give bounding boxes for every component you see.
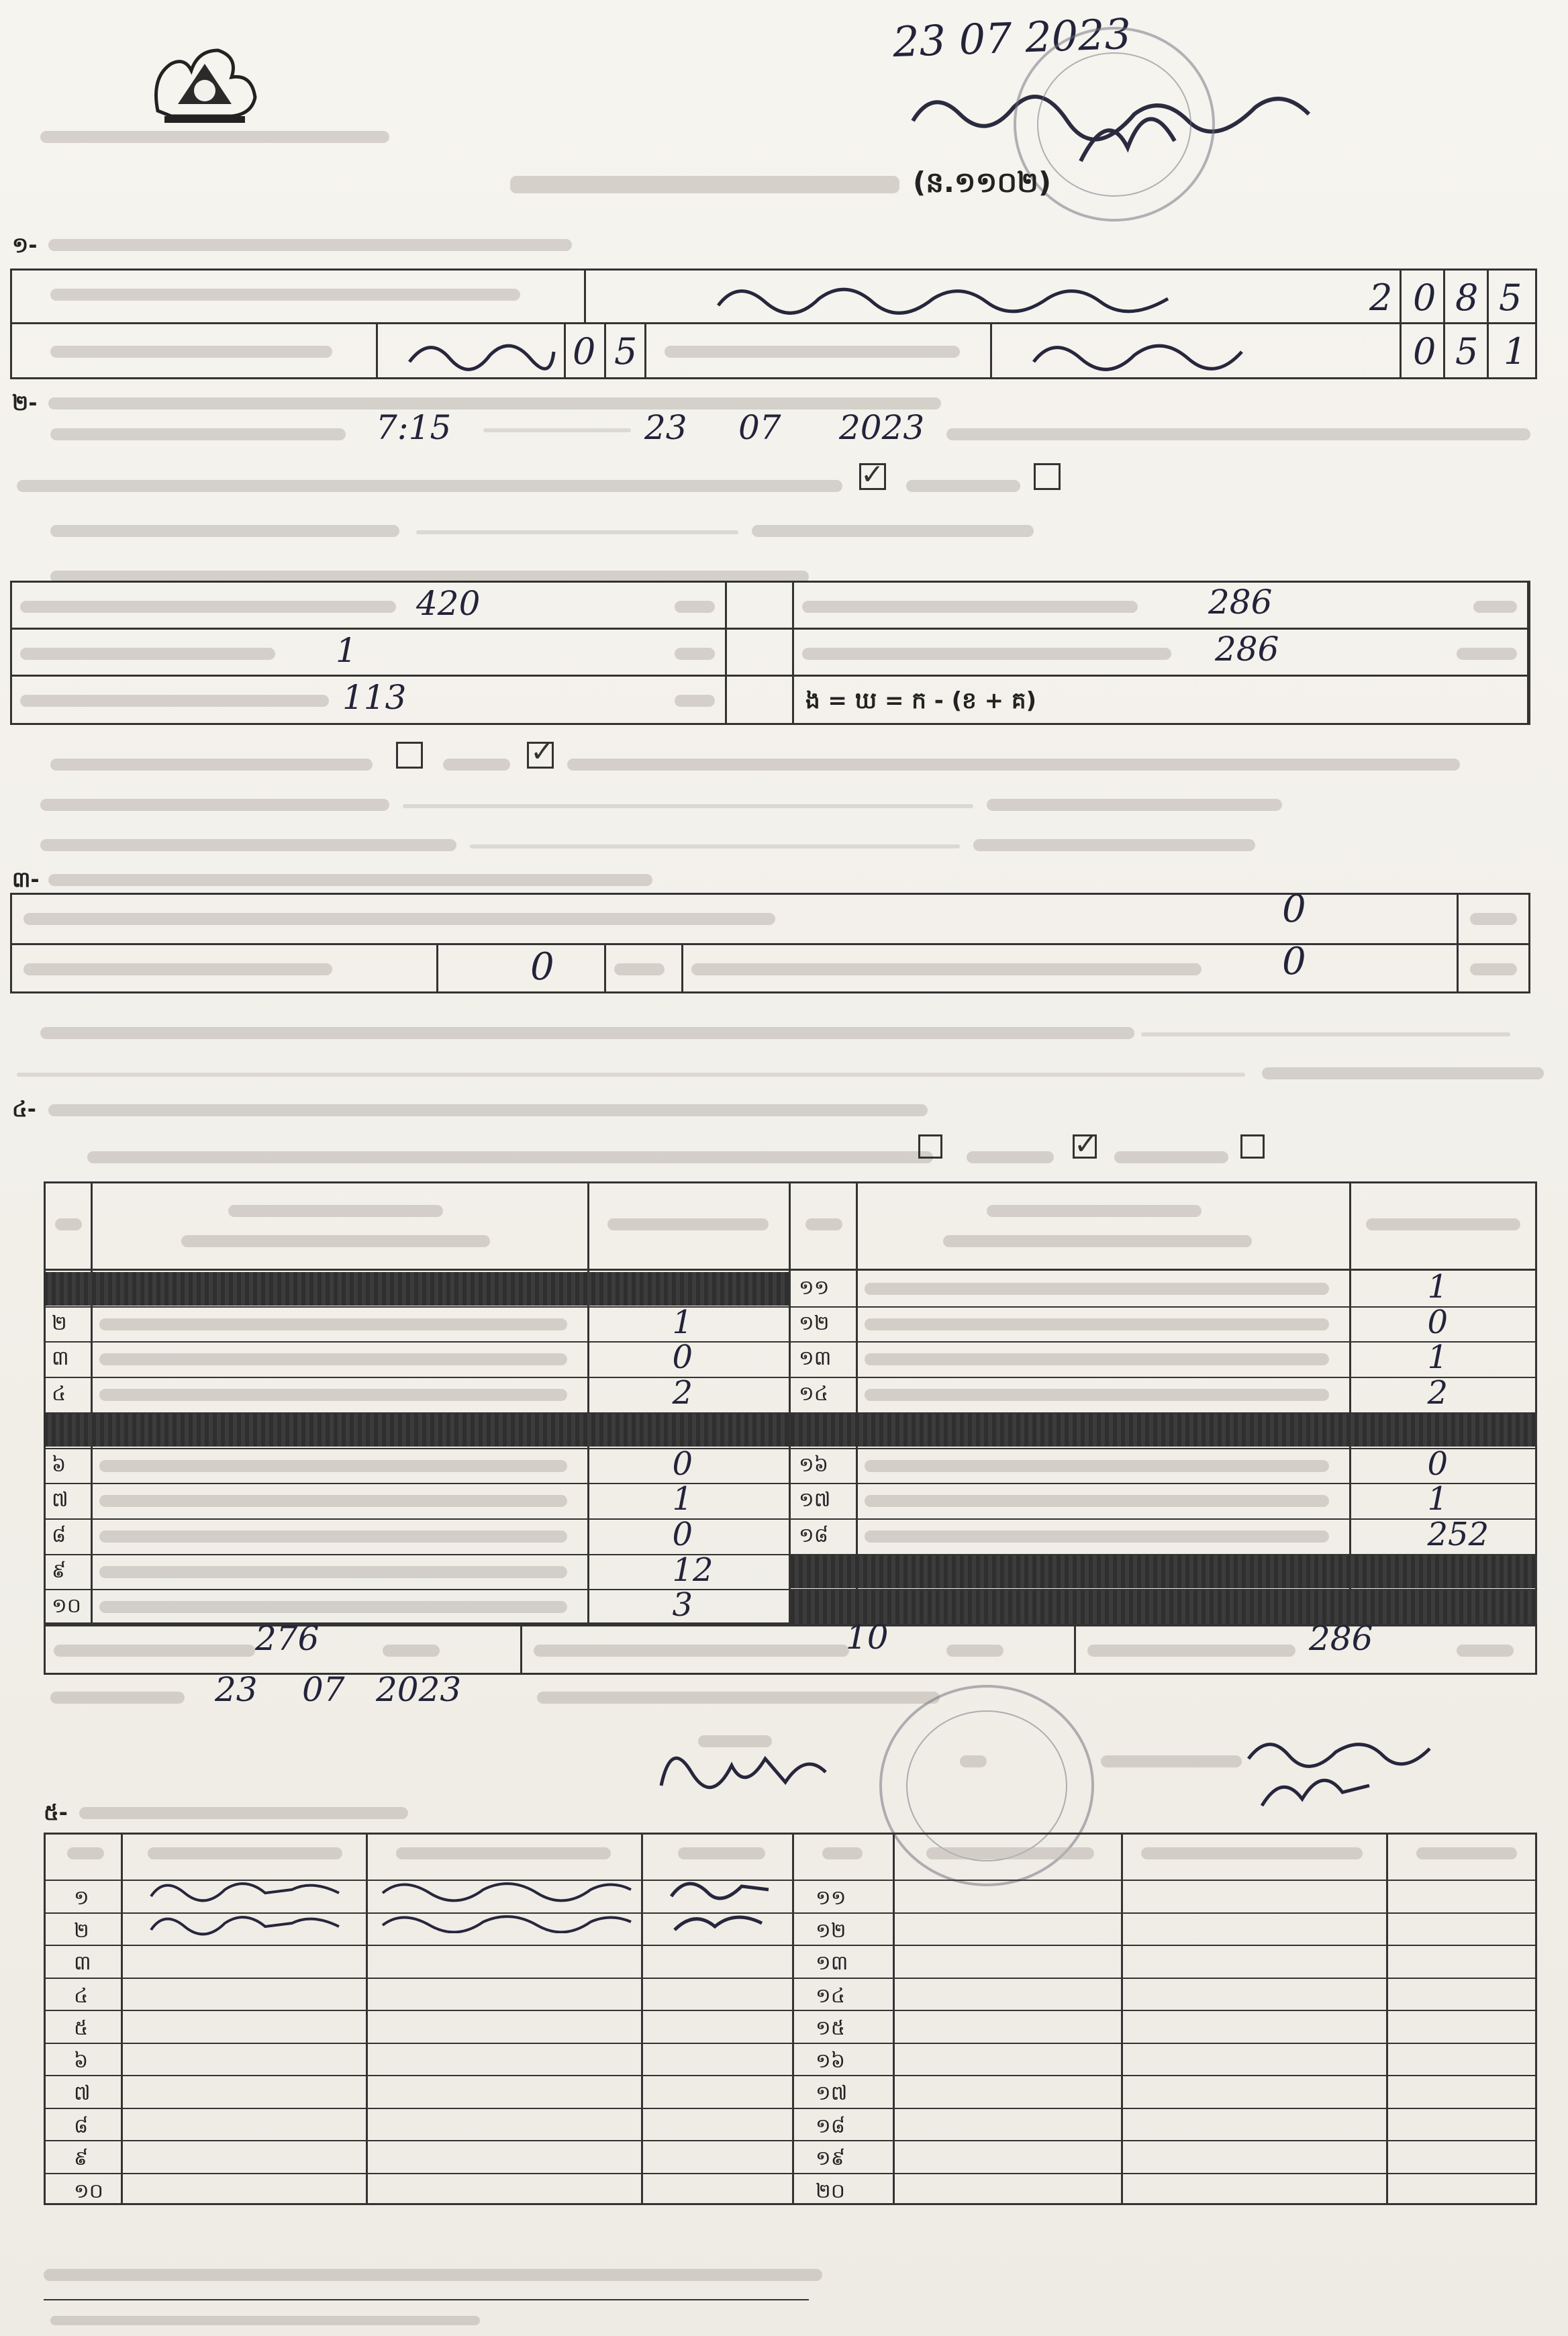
right-party-name-placeholder-7 — [865, 1495, 1329, 1507]
section5-number: ៥- — [44, 1800, 68, 1825]
left-party-name-placeholder-3 — [99, 1353, 567, 1365]
secretary-label-placeholder — [1101, 1755, 1242, 1767]
row-b-label-placeholder — [20, 648, 275, 660]
witness-number-16: ១៦ — [816, 2049, 845, 2073]
left-party-number-9: ៩ — [52, 1559, 66, 1583]
handwritten-commune-name — [1027, 325, 1248, 377]
invalid-total: 10 — [846, 1618, 889, 1657]
witness-1-name — [144, 1869, 366, 1937]
witness-number-4: ៤ — [74, 1984, 89, 2008]
forwarded-label-placeholder — [691, 963, 1202, 975]
witness-number-18: ១៨ — [816, 2114, 845, 2138]
count-clause-placeholder — [946, 428, 1530, 440]
right-party-number-3: ១៣ — [799, 1347, 832, 1371]
invalid-total-label-placeholder — [534, 1645, 849, 1657]
witness-number-9: ៩ — [74, 2147, 89, 2170]
valid-total-label-placeholder — [54, 1645, 255, 1657]
left-party-votes-2: 1 — [672, 1303, 693, 1341]
right-party-number-1: ១១ — [799, 1276, 830, 1300]
right-party-votes-4: 2 — [1427, 1374, 1449, 1412]
observation-note-placeholder — [40, 1027, 1134, 1039]
left-party-number-7: ៧ — [52, 1488, 68, 1512]
ballots-spoiled: 1 — [336, 631, 357, 670]
witness-row-rule-6 — [44, 2043, 1537, 2044]
right-shaded-row-10 — [791, 1590, 1537, 1624]
right-shaded-row-9 — [791, 1555, 1537, 1589]
station-code-digit-1: 0 — [1413, 277, 1436, 319]
ballots-in-box: 286 — [1215, 630, 1279, 669]
left-party-number-3: ៣ — [52, 1347, 69, 1371]
left-party-number-4: ៤ — [52, 1382, 66, 1406]
compare-text-placeholder — [567, 759, 1460, 771]
witness-name-header-placeholder — [148, 1847, 342, 1859]
left-party-name-placeholder-10 — [99, 1601, 567, 1613]
right-party-votes-6: 0 — [1427, 1445, 1449, 1483]
left-party-number-10: ១០ — [52, 1594, 81, 1618]
left-party-votes-10: 3 — [672, 1586, 693, 1624]
witness-number-17: ១៧ — [816, 2082, 848, 2105]
section4-title-placeholder — [48, 1104, 928, 1116]
seal-clause-b-placeholder — [906, 480, 1020, 492]
witness-number-11: ១១ — [816, 1886, 846, 1910]
station-code-digit-4: 2 — [1369, 277, 1393, 319]
witness-signature-header-placeholder — [678, 1847, 765, 1859]
box-total-label-placeholder — [1087, 1645, 1295, 1657]
witness-number-2: ២ — [74, 1918, 89, 1943]
right-party-number-4: ១៤ — [799, 1382, 828, 1406]
witness-party-header-placeholder — [396, 1847, 611, 1859]
right-party-number-8: ១៨ — [799, 1523, 828, 1547]
complaints-label-placeholder — [23, 913, 775, 925]
copies-checkbox-1[interactable] — [918, 1134, 942, 1159]
resolved-count: 0 — [530, 945, 554, 989]
right-row-rule-1 — [791, 1306, 1537, 1308]
commune-code-digit-3: 1 — [1504, 330, 1527, 373]
compare-checkbox-have[interactable] — [396, 742, 423, 769]
right-party-header-placeholder — [987, 1205, 1202, 1217]
right-party-number-7: ១៧ — [799, 1488, 831, 1512]
left-party-votes-4: 2 — [672, 1374, 693, 1412]
footer-note-placeholder — [44, 2269, 822, 2281]
right-row-rule-5 — [791, 1448, 1537, 1449]
right-row-rule-7 — [791, 1518, 1537, 1520]
section1-title-placeholder — [48, 239, 572, 251]
right-row-rule-6 — [791, 1483, 1537, 1484]
station-code-digit-3: 5 — [1499, 277, 1522, 319]
witness-number-19: ១៩ — [816, 2147, 845, 2170]
left-party-votes-7: 1 — [672, 1480, 693, 1518]
section2-title-placeholder — [48, 397, 941, 409]
commune-code-digit-1: 0 — [1413, 330, 1436, 373]
handwritten-province-name — [403, 325, 557, 377]
witness-number-7: ៧ — [74, 2082, 91, 2105]
right-number-header-placeholder — [805, 1218, 842, 1230]
witness-number-10: ១០ — [74, 2179, 103, 2203]
signed-date-label-placeholder — [50, 1692, 185, 1704]
witness-number-20: ២០ — [816, 2179, 845, 2203]
form-code: (ន.១១០២) — [913, 166, 1052, 199]
note-hint-placeholder — [752, 525, 1034, 537]
count-start-label-placeholder — [50, 428, 346, 440]
right-party-name-placeholder-4 — [865, 1389, 1329, 1401]
right-shaded-row-5 — [791, 1414, 1537, 1447]
right-party-number-6: ១៦ — [799, 1453, 828, 1477]
left-party-votes-8: 0 — [672, 1515, 693, 1553]
copies-clause-placeholder — [87, 1151, 933, 1163]
section2-number: ២- — [12, 390, 38, 416]
left-party-votes-9: 12 — [672, 1551, 714, 1589]
official-stamp-top-inner — [1037, 52, 1191, 197]
row-d-label-placeholder — [802, 601, 1138, 613]
signed-date-month: 07 — [302, 1670, 345, 1709]
right-votes-header-placeholder — [1366, 1218, 1520, 1230]
left-shaded-row-1 — [44, 1272, 789, 1306]
compare-checkbox-none-tick: ✓ — [530, 735, 554, 768]
witness-number-15: ១៥ — [816, 2016, 845, 2040]
box-total: 286 — [1309, 1619, 1373, 1658]
secretary-signature — [1242, 1725, 1443, 1812]
voters-count: 286 — [1208, 583, 1273, 622]
witness-number-1: ១ — [74, 1886, 89, 1910]
right-row-rule-2 — [791, 1341, 1537, 1343]
count-month: 07 — [738, 408, 781, 447]
section5-title-placeholder — [79, 1807, 408, 1819]
handwritten-station-name — [712, 272, 1181, 322]
witness-row-rule-7 — [44, 2075, 1537, 2076]
left-party-name-placeholder-6 — [99, 1460, 567, 1472]
forwarded-count: 0 — [1282, 940, 1306, 983]
seal-clause-placeholder — [17, 480, 842, 492]
witness-row-rule-4 — [44, 1978, 1537, 1979]
right-party-name-placeholder-8 — [865, 1530, 1329, 1543]
witness-1-signature — [661, 1869, 782, 1937]
compare-label-placeholder — [50, 759, 373, 771]
right-party-name-placeholder-2 — [865, 1318, 1329, 1330]
station-label-placeholder — [50, 289, 520, 301]
footer-code-placeholder — [50, 2316, 480, 2325]
right-party-votes-3: 1 — [1427, 1339, 1449, 1377]
section4-number: ៤- — [12, 1096, 36, 1122]
note-label-placeholder — [50, 525, 399, 537]
commune-code-digit-2: 5 — [1455, 330, 1479, 373]
chair-signature — [651, 1732, 839, 1806]
province-code-digit-1: 0 — [573, 330, 596, 373]
left-party-name-placeholder-7 — [99, 1495, 567, 1507]
form-title-placeholder — [510, 176, 899, 193]
section3-title-placeholder — [48, 874, 652, 886]
witness-number-5: ៥ — [74, 2016, 89, 2040]
formula: ង = ឃ = ក - (ខ + គ) — [805, 687, 1037, 714]
signed-date-year: 2023 — [376, 1670, 462, 1709]
right-party-number-2: ១២ — [799, 1311, 830, 1335]
right-party-name-placeholder-6 — [865, 1460, 1329, 1472]
section3-number: ៣- — [12, 867, 40, 892]
right-party-name-placeholder-3 — [865, 1353, 1329, 1365]
complaints-count: 0 — [1282, 887, 1306, 931]
witness-row-rule-5 — [44, 2010, 1537, 2011]
left-party-votes-6: 0 — [672, 1445, 693, 1483]
witness-number-14: ១៤ — [816, 1984, 845, 2008]
section1-number: ១- — [12, 232, 38, 258]
left-party-name-placeholder-9 — [99, 1566, 567, 1578]
left-party-votes-3: 0 — [672, 1339, 693, 1377]
copies-checkbox-2-tick: ✓ — [1074, 1128, 1098, 1161]
committee-label-placeholder — [537, 1692, 940, 1704]
invalid-note-placeholder — [40, 839, 456, 851]
witness-number-header-placeholder — [67, 1847, 104, 1859]
witness-number-3: ៣ — [74, 1951, 91, 1975]
difference-note-placeholder — [40, 799, 389, 811]
seal-checkbox-a-tick: ✓ — [861, 458, 885, 491]
station-code-digit-2: 8 — [1455, 277, 1479, 319]
right-party-votes-8: 252 — [1427, 1515, 1489, 1553]
witness-row-rule-10 — [44, 2173, 1537, 2174]
witness-row-rule-9 — [44, 2140, 1537, 2141]
right-party-name-placeholder-1 — [865, 1283, 1329, 1295]
left-party-number-2: ២ — [52, 1311, 67, 1335]
handwritten-receipt-date: 23 07 2023 — [891, 9, 1132, 67]
copies-checkbox-3[interactable] — [1240, 1134, 1265, 1159]
witness-number-6: ៦ — [74, 2049, 89, 2073]
left-party-name-placeholder-2 — [99, 1318, 567, 1330]
row-c-label-placeholder — [20, 695, 329, 707]
nec-emblem-icon — [144, 37, 265, 131]
commune-label-placeholder — [665, 346, 960, 358]
witness-row-rule-3 — [44, 1945, 1537, 1946]
row-e-label-placeholder — [802, 648, 1171, 660]
seal-checkbox-b[interactable] — [1034, 463, 1061, 490]
province-code-digit-2: 5 — [614, 330, 638, 373]
witness-number-13: ១៣ — [816, 1951, 848, 1975]
right-party-votes-2: 0 — [1427, 1303, 1449, 1341]
right-party-votes-1: 1 — [1427, 1268, 1449, 1306]
left-party-name-placeholder-4 — [99, 1389, 567, 1401]
left-party-name-placeholder-8 — [99, 1530, 567, 1543]
left-shaded-row-5 — [44, 1414, 789, 1447]
left-party-number-8: ៨ — [52, 1523, 66, 1547]
witness-row-rule-8 — [44, 2108, 1537, 2109]
signed-date-day: 23 — [215, 1670, 258, 1709]
valid-total: 276 — [255, 1619, 320, 1658]
count-start-time: 7:15 — [376, 408, 452, 447]
left-party-header-placeholder — [228, 1205, 443, 1217]
count-day: 23 — [644, 408, 687, 447]
province-label-placeholder — [50, 346, 332, 358]
right-party-votes-7: 1 — [1427, 1480, 1449, 1518]
left-party-number-6: ៦ — [52, 1453, 66, 1477]
resolved-label-placeholder — [23, 963, 332, 975]
ballots-received: 420 — [416, 584, 481, 623]
ballots-unused: 113 — [342, 678, 407, 717]
right-row-rule-3 — [791, 1377, 1537, 1378]
left-votes-header-placeholder — [607, 1218, 769, 1230]
witness-number-12: ១២ — [816, 1918, 846, 1943]
witness-1-party — [376, 1873, 638, 1933]
commission-name-placeholder — [40, 131, 389, 143]
witness-number-8: ៨ — [74, 2114, 89, 2138]
row-a-label-placeholder — [20, 601, 396, 613]
left-number-header-placeholder — [55, 1218, 82, 1230]
count-year: 2023 — [839, 408, 925, 447]
